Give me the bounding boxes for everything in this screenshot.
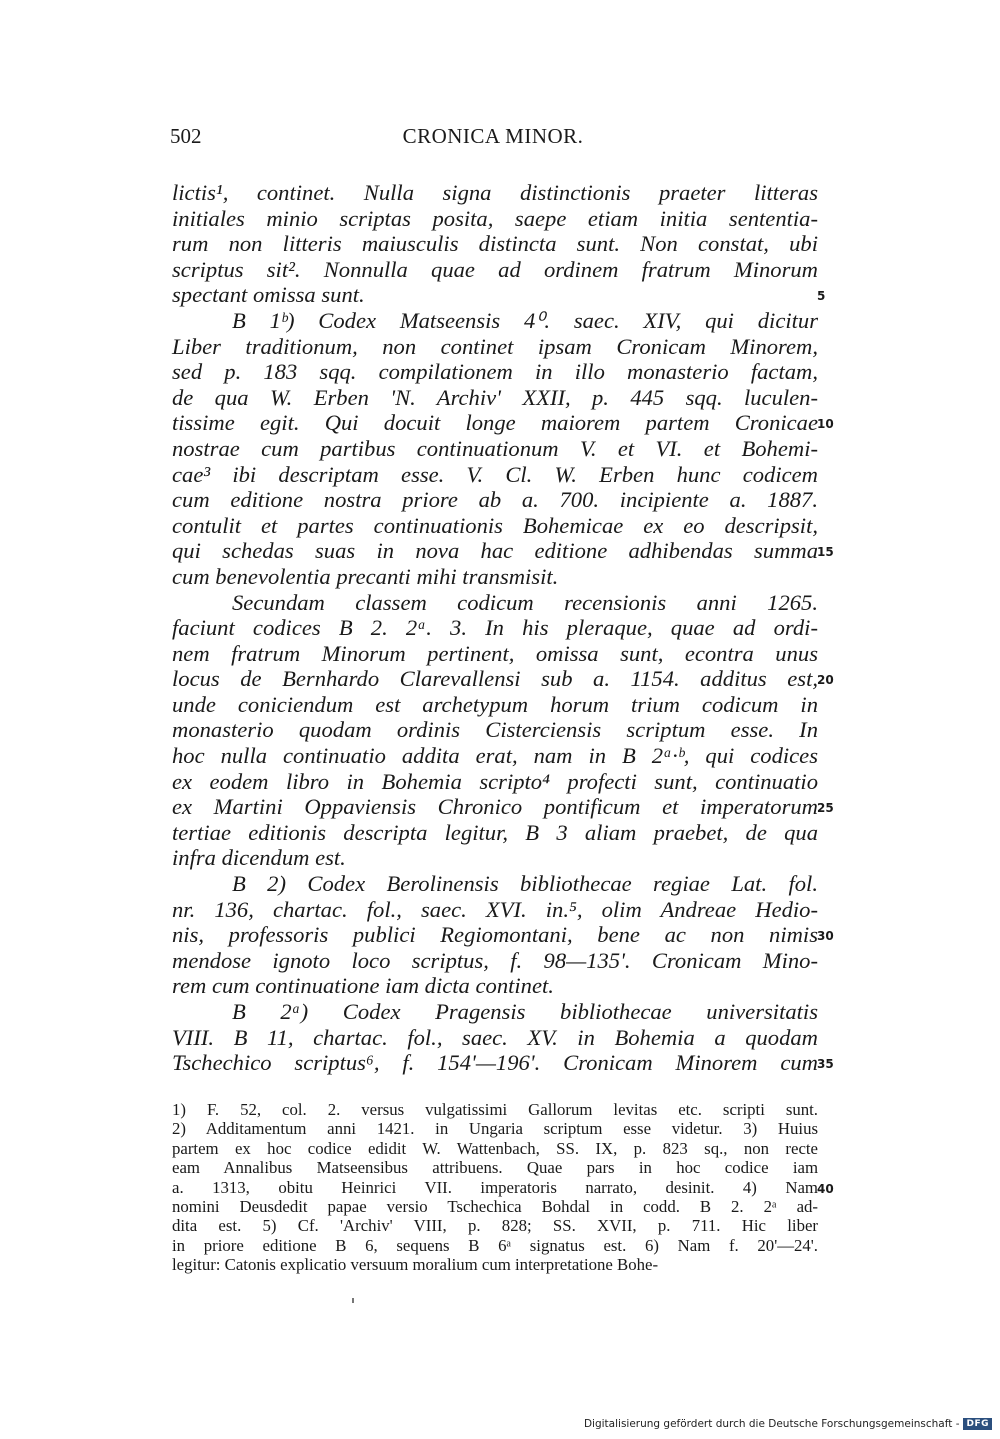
scan-speck bbox=[352, 1298, 354, 1303]
footnote-text: 2) Additamentum anni 1421. in Ungaria scriptum esse videtur. 3) Huius bbox=[172, 1119, 818, 1139]
line-number: 40 bbox=[817, 1181, 834, 1196]
text-line bbox=[172, 641, 818, 667]
line-text: de qua W. Erben 'N. Archiv' XXII, p. 445 sqq. luculen- bbox=[172, 384, 818, 410]
line-text: rem cum continuatione iam dicta continet. bbox=[172, 973, 554, 999]
text-line bbox=[172, 385, 818, 411]
footnote-line bbox=[172, 1255, 818, 1274]
line-text: Tschechico scriptus⁶, f. 154'—196'. Cronicam Minorem cum bbox=[172, 1050, 818, 1076]
text-line bbox=[172, 1025, 818, 1051]
footnote-line bbox=[172, 1119, 818, 1138]
text-line bbox=[172, 334, 818, 360]
line-text: lictis¹, continet. Nulla signa distinctionis praeter litteras bbox=[172, 180, 818, 205]
line-text: Liber traditionum, non continet ipsam Cronicam Minorem, bbox=[172, 333, 818, 359]
main-text bbox=[172, 180, 834, 1076]
text-line bbox=[172, 743, 818, 769]
line-text: hoc nulla continuatio addita erat, nam in B 2ᵃ·ᵇ, qui codices bbox=[172, 743, 818, 769]
footnote-text: dita est. 5) Cf. 'Archiv' VIII, p. 828; SS. XVII, p. 711. Hic liber bbox=[172, 1216, 818, 1236]
footnote-line bbox=[172, 1158, 818, 1177]
line-text: nostrae cum partibus continuationum V. et VI. et Bohemi- bbox=[172, 435, 818, 461]
text-line bbox=[172, 257, 818, 283]
line-text: unde coniciendum est archetypum horum trium codicum in bbox=[172, 691, 818, 717]
line-text: rum non litteris maiusculis distincta sunt. Non constat, ubi bbox=[172, 231, 818, 257]
footnote-text: in priore editione B 6, sequens B 6ᵃ signatus est. 6) Nam f. 20'—24'. bbox=[172, 1235, 818, 1255]
line-text: sed p. 183 sqq. compilationem in illo monasterio factam, bbox=[172, 359, 818, 385]
text-line bbox=[172, 666, 834, 692]
text-line bbox=[172, 487, 818, 513]
line-number: 35 bbox=[817, 1057, 834, 1072]
line-text: monasterio quodam ordinis Cisterciensis scriptum esse. In bbox=[172, 717, 818, 743]
running-title: CRONICA MINOR. bbox=[402, 124, 584, 148]
dfg-logo-icon: DFG bbox=[963, 1418, 992, 1430]
text-line bbox=[172, 564, 818, 590]
text-line bbox=[172, 794, 834, 820]
line-number: 10 bbox=[817, 417, 834, 432]
line-text: tissime egit. Qui docuit longe maiorem partem Cronicae bbox=[172, 410, 818, 436]
text-line bbox=[172, 820, 818, 846]
footnote-line bbox=[172, 1216, 818, 1235]
line-text: nem fratrum Minorum pertinent, omissa sunt, econtra unus bbox=[172, 640, 818, 666]
text-line bbox=[172, 308, 818, 334]
text-line bbox=[172, 999, 818, 1025]
line-text: B 1ᵇ) Codex Matseensis 4⁰. saec. XIV, qui dicitur bbox=[232, 307, 818, 333]
footnote-text: legitur: Catonis explicatio versuum moralium cum interpretatione Bohe- bbox=[172, 1255, 659, 1275]
line-text: Secundam classem codicum recensionis anni 1265. bbox=[232, 589, 818, 615]
text-line bbox=[172, 615, 818, 641]
text-line bbox=[172, 436, 818, 462]
line-text: spectant omissa sunt. bbox=[172, 282, 365, 308]
line-text: B 2) Codex Berolinensis bibliothecae regiae Lat. fol. bbox=[232, 871, 818, 897]
line-number: 20 bbox=[817, 673, 834, 688]
line-text: nr. 136, chartac. fol., saec. XVI. in.⁵, olim Andreae Hedio- bbox=[172, 896, 818, 922]
page-header bbox=[170, 124, 816, 154]
text-line bbox=[172, 1050, 834, 1076]
footnote-text: partem ex hoc codice edidit W. Wattenbach, SS. IX, p. 823 sq., non recte bbox=[172, 1138, 818, 1158]
digitization-footer bbox=[584, 1415, 992, 1433]
line-text: faciunt codices B 2. 2ᵃ. 3. In his pleraque, quae ad ordi- bbox=[172, 615, 818, 641]
text-line bbox=[172, 845, 818, 871]
text-line bbox=[172, 180, 818, 206]
page-number: 502 bbox=[170, 124, 202, 148]
line-text: tertiae editionis descripta legitur, B 3 aliam praebet, de qua bbox=[172, 819, 818, 845]
line-text: initiales minio scriptas posita, saepe etiam initia sententia- bbox=[172, 205, 818, 231]
footnote-text: a. 1313, obitu Heinrici VII. imperatoris narrato, desinit. 4) Nam bbox=[172, 1177, 818, 1197]
text-line bbox=[172, 359, 818, 385]
footnote-text: 1) F. 52, col. 2. versus vulgatissimi Gallorum levitas etc. scripti sunt. bbox=[172, 1100, 818, 1119]
line-text: ex eodem libro in Bohemia scripto⁴ profecti sunt, continuatio bbox=[172, 768, 818, 794]
text-line bbox=[172, 692, 818, 718]
line-text: scriptus sit². Nonnulla quae ad ordinem fratrum Minorum bbox=[172, 256, 818, 282]
footnote-line bbox=[172, 1197, 818, 1216]
line-text: ex Martini Oppaviensis Chronico pontificum et imperatorum bbox=[172, 794, 818, 820]
text-line bbox=[172, 897, 818, 923]
line-number: 25 bbox=[817, 801, 834, 816]
line-text: infra dicendum est. bbox=[172, 845, 346, 871]
line-text: qui schedas suas in nova hac editione adhibendas summa bbox=[172, 538, 818, 564]
text-line bbox=[172, 231, 818, 257]
text-line bbox=[172, 513, 818, 539]
text-line bbox=[172, 871, 818, 897]
text-line bbox=[172, 538, 834, 564]
text-line bbox=[172, 282, 826, 308]
funding-credit: Digitalisierung gefördert durch die Deutsche Forschungsgemeinschaft - bbox=[583, 1418, 960, 1430]
text-line bbox=[172, 973, 818, 999]
text-line bbox=[172, 922, 834, 948]
line-number: 5 bbox=[817, 289, 826, 304]
footnote-line bbox=[172, 1236, 818, 1255]
line-text: contulit et partes continuationis Bohemicae ex eo descripsit, bbox=[172, 512, 818, 538]
line-text: cum editione nostra priore ab a. 700. incipiente a. 1887. bbox=[172, 487, 818, 513]
line-number: 30 bbox=[817, 929, 834, 944]
line-text: cum benevolentia precanti mihi transmisit. bbox=[172, 563, 559, 589]
text-line bbox=[172, 948, 818, 974]
footnotes bbox=[172, 1100, 834, 1275]
footnote-line bbox=[172, 1139, 818, 1158]
text-line bbox=[172, 590, 818, 616]
footnote-text: eam Annalibus Matseensibus attribuens. Quae pars in hoc codice iam bbox=[172, 1158, 818, 1178]
line-text: locus de Bernhardo Clarevallensi sub a. 1154. additus est, bbox=[172, 666, 818, 692]
line-text: nis, professoris publici Regiomontani, bene ac non nimis bbox=[172, 922, 818, 948]
line-text: VIII. B 11, chartac. fol., saec. XV. in Bohemia a quodam bbox=[172, 1024, 818, 1050]
line-text: B 2ᵃ) Codex Pragensis bibliothecae universitatis bbox=[232, 999, 818, 1024]
line-text: cae³ ibi descriptam esse. V. Cl. W. Erben hunc codicem bbox=[172, 461, 818, 487]
text-line bbox=[172, 410, 834, 436]
text-line bbox=[172, 206, 818, 232]
footnote-line bbox=[172, 1177, 834, 1197]
text-line bbox=[172, 769, 818, 795]
footnote-text: nomini Deusdedit papae versio Tschechica Bohdal in codd. B 2. 2ᵃ ad- bbox=[172, 1196, 818, 1216]
footnote-line bbox=[172, 1100, 818, 1119]
text-line bbox=[172, 462, 818, 488]
text-line bbox=[172, 717, 818, 743]
line-number: 15 bbox=[817, 545, 834, 560]
line-text: mendose ignoto loco scriptus, f. 98—135'. Cronicam Mino- bbox=[172, 947, 818, 973]
